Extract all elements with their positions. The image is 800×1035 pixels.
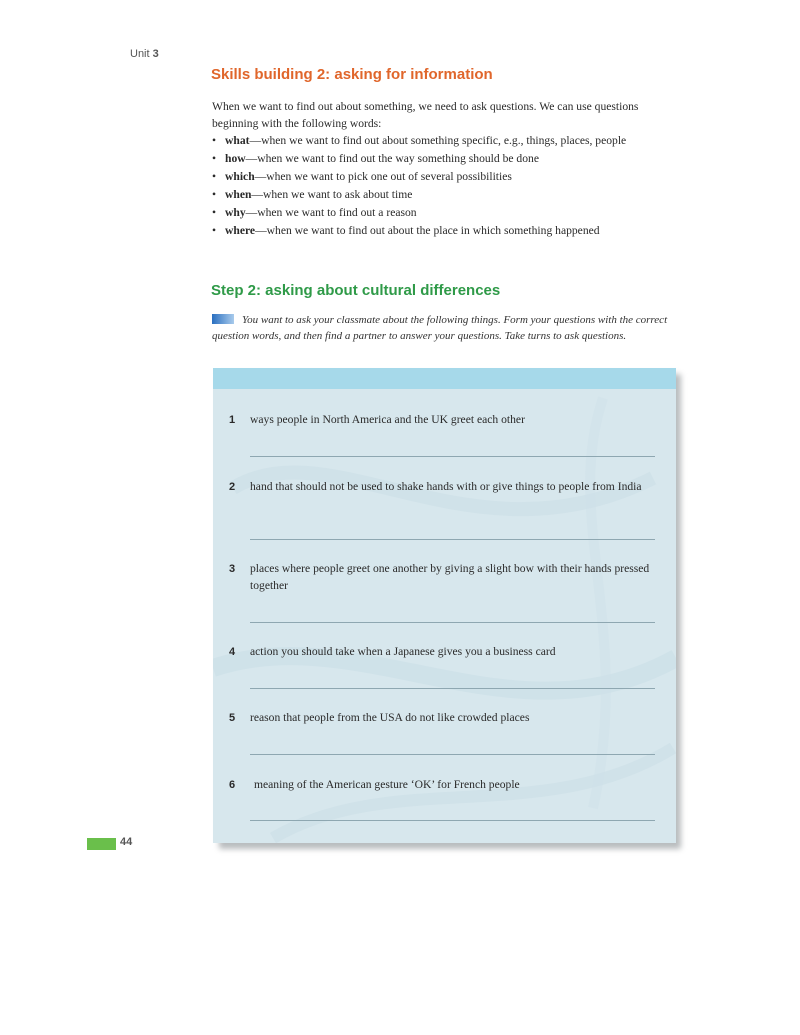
question-item xyxy=(229,412,659,429)
list-item xyxy=(212,133,687,150)
panel-texture xyxy=(213,368,676,843)
question-word: which xyxy=(225,170,255,183)
answer-line[interactable] xyxy=(250,456,655,457)
question-word-desc: —when we want to find out about something specific, e.g., things, places, people xyxy=(249,134,627,147)
question-text: ways people in North America and the UK greet each other xyxy=(250,413,525,426)
question-number: 1 xyxy=(229,414,236,426)
question-word-desc: —when we want to find out a reason xyxy=(245,206,417,219)
question-item xyxy=(229,710,659,727)
question-text: reason that people from the USA do not like crowded places xyxy=(250,711,530,724)
question-number: 2 xyxy=(229,481,236,493)
question-panel xyxy=(213,368,676,843)
unit-number: 3 xyxy=(152,48,159,60)
question-item xyxy=(229,777,659,794)
skills-heading: Skills building 2: asking for information xyxy=(211,66,493,83)
step-heading: Step 2: asking about cultural differences xyxy=(211,282,501,299)
answer-line[interactable] xyxy=(250,688,655,689)
list-item xyxy=(212,187,687,204)
list-item xyxy=(212,205,687,222)
answer-line[interactable] xyxy=(250,539,655,540)
question-number: 6 xyxy=(229,779,236,791)
list-item xyxy=(212,169,687,186)
answer-line[interactable] xyxy=(250,820,655,821)
question-word: what xyxy=(225,134,250,147)
question-word-desc: —when we want to pick one out of several possibilities xyxy=(254,170,512,183)
question-word: how xyxy=(225,152,246,165)
question-word: where xyxy=(225,224,256,237)
question-item xyxy=(229,479,659,496)
answer-line[interactable] xyxy=(250,622,655,623)
page-number: 44 xyxy=(120,836,133,848)
answer-line[interactable] xyxy=(250,754,655,755)
unit-label xyxy=(130,48,159,60)
question-word-list xyxy=(212,133,687,241)
question-number: 4 xyxy=(229,646,236,658)
panel-header-band xyxy=(213,368,676,389)
unit-label-text: Unit xyxy=(130,48,150,60)
question-item xyxy=(229,561,659,594)
activity-instructions: You want to ask your classmate about the following things. Form your questions with the correct question words, and then find a partner to answer your questions. Take turns to ask questions. xyxy=(212,314,668,342)
page-number-bar xyxy=(87,838,116,850)
question-number: 5 xyxy=(229,712,236,724)
skills-intro: When we want to find out about something, we need to ask questions. We can use questions beginning with the following words: xyxy=(212,100,639,130)
question-word-desc: —when we want to ask about time xyxy=(251,188,413,201)
question-number: 3 xyxy=(229,563,236,575)
question-word-desc: —when we want to find out the way something should be done xyxy=(245,152,539,165)
question-word: when xyxy=(225,188,252,201)
list-item xyxy=(212,223,687,240)
question-text: hand that should not be used to shake hands with or give things to people from India xyxy=(250,480,642,493)
question-text: meaning of the American gesture ‘OK’ for French people xyxy=(254,778,520,791)
question-item xyxy=(229,644,659,661)
question-text: places where people greet one another by giving a slight bow with their hands pressed together xyxy=(250,562,650,592)
question-text: action you should take when a Japanese gives you a business card xyxy=(250,645,556,658)
question-word-desc: —when we want to find out about the place in which something happened xyxy=(255,224,600,237)
question-word: why xyxy=(225,206,246,219)
list-item xyxy=(212,151,687,168)
